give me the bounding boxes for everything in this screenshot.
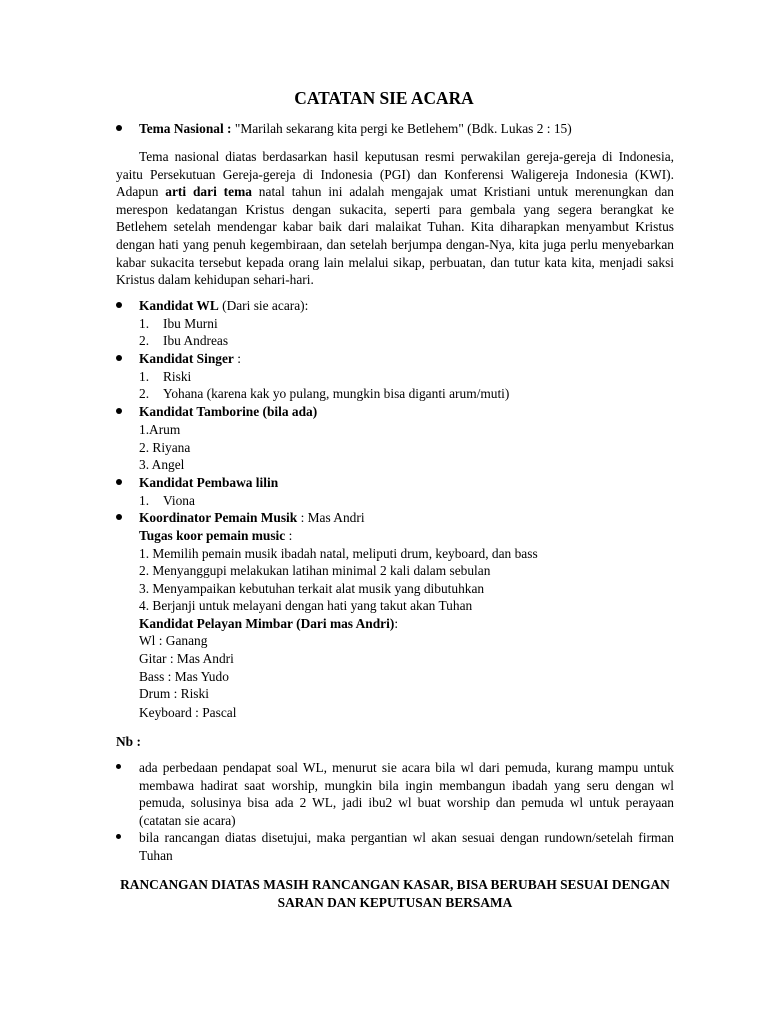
closing-statement: RANCANGAN DIATAS MASIH RANCANGAN KASAR, BISA BERUBAH SESUAI DENGAN SARAN DAN KEPUTUSAN BERSAMA [120,877,670,910]
list-item: 1.Arum [139,422,181,437]
list-item [139,492,195,510]
tugas-heading [139,527,292,545]
intro-text-2: natal tahun ini adalah mengajak umat Kristiani untuk merenungkan dan merespon kedatangan Kristus dengan sukacita, seperti para gembala yang segera berangkat ke Betlehem setelah mendengar kabar baik dari malaikat Tuhan. Kita diharapkan menyambut Kristus dengan hati yang penuh kegembiraan, dan setelah berjumpa dengan-Nya, kita juga perlu menyebarkan kabar sukacita tersebut kepada orang lain melalui sikap, perbuatan, dan tutur kata kita, menjadi saksi Kristus dalam kehidupan sehari-hari. [116,184,674,288]
nb-label: Nb : [116,734,141,749]
lilin-heading: Kandidat Pembawa lilin [139,475,279,490]
intro-bold: arti dari tema [165,184,252,200]
bullet-icon [116,125,122,131]
document-title: CATATAN SIE ACARA [294,88,474,108]
tugas-colon: : [285,528,293,543]
list-number: 1. [139,493,150,508]
wl-label: Kandidat WL [139,298,219,313]
koordinator-label: Koordinator Pemain Musik [139,510,298,525]
wl-note: (Dari sie acara): [218,298,309,313]
mimbar-heading [139,615,398,633]
tugas-label: Tugas koor pemain music [139,528,286,543]
bullet-icon [116,355,122,361]
tema-value: "Marilah sekarang kita pergi ke Betlehem" (Bdk. Lukas 2 : 15) [231,121,572,136]
list-item: 3. Angel [139,457,185,472]
tema-label: Tema Nasional : [139,121,232,136]
list-text: Riski [163,369,192,384]
bullet-icon [116,302,122,308]
list-item: Keyboard : Pascal [139,705,237,720]
singer-note: : [233,351,241,366]
bullet-icon [116,514,122,520]
list-text: Ibu Murni [163,316,218,331]
list-text: Ibu Andreas [163,333,229,348]
bullet-icon [116,834,121,839]
list-number: 2. [139,333,150,348]
list-item: 3. Menyampaikan kebutuhan terkait alat musik yang dibutuhkan [139,581,485,596]
intro-text-1: Tema nasional diatas berdasarkan hasil keputusan resmi perwakilan gereja-gereja di Indonesia, yaitu Persekutuan Gereja-gereja di Indonesia (PGI) dan Konferensi Waligereja Indonesia (KWI). Adapun [116,149,674,200]
list-item: 1. Memilih pemain musik ibadah natal, meliputi drum, keyboard, dan bass [139,546,538,561]
list-item [139,332,228,350]
note-item: bila rancangan diatas disetujui, maka pergantian wl akan sesuai dengan rundown/setelah firman Tuhan [139,830,674,863]
list-text: Viona [163,493,195,508]
list-number: 1. [139,369,150,384]
tamborine-heading: Kandidat Tamborine (bila ada) [139,404,318,419]
tema-line [139,120,572,138]
bullet-icon [116,479,122,485]
note-item: ada perbedaan pendapat soal WL, menurut sie acara bila wl dari pemuda, kurang mampu untuk membawa hadirat saat worship, mungkin bila ingin membangun ibadah yang seru dengan wl pemuda, solusinya bisa ada 2 WL, jadi ibu2 wl buat worship dan pemuda wl untuk perayaan (catatan sie acara) [139,760,674,828]
list-number: 2. [139,386,150,401]
list-item: 2. Riyana [139,440,191,455]
koordinator-heading [139,509,365,527]
list-item: Wl : Ganang [139,633,208,648]
list-number: 1. [139,316,150,331]
list-item: Drum : Riski [139,686,209,701]
bullet-icon [116,408,122,414]
wl-heading [139,297,308,315]
list-item [139,315,218,333]
mimbar-label: Kandidat Pelayan Mimbar (Dari mas Andri) [139,616,395,631]
list-item: Bass : Mas Yudo [139,669,229,684]
list-text: Yohana (karena kak yo pulang, mungkin bisa diganti arum/muti) [163,386,510,401]
mimbar-colon: : [394,616,399,631]
singer-label: Kandidat Singer [139,351,234,366]
intro-paragraph [116,148,674,289]
bullet-icon [116,764,121,769]
list-item: Gitar : Mas Andri [139,651,234,666]
singer-heading [139,350,241,368]
list-item [139,385,509,403]
list-item: 4. Berjanji untuk melayani dengan hati yang takut akan Tuhan [139,598,473,613]
koordinator-value: : Mas Andri [297,510,365,525]
list-item [139,368,191,386]
list-item: 2. Menyanggupi melakukan latihan minimal 2 kali dalam sebulan [139,563,491,578]
